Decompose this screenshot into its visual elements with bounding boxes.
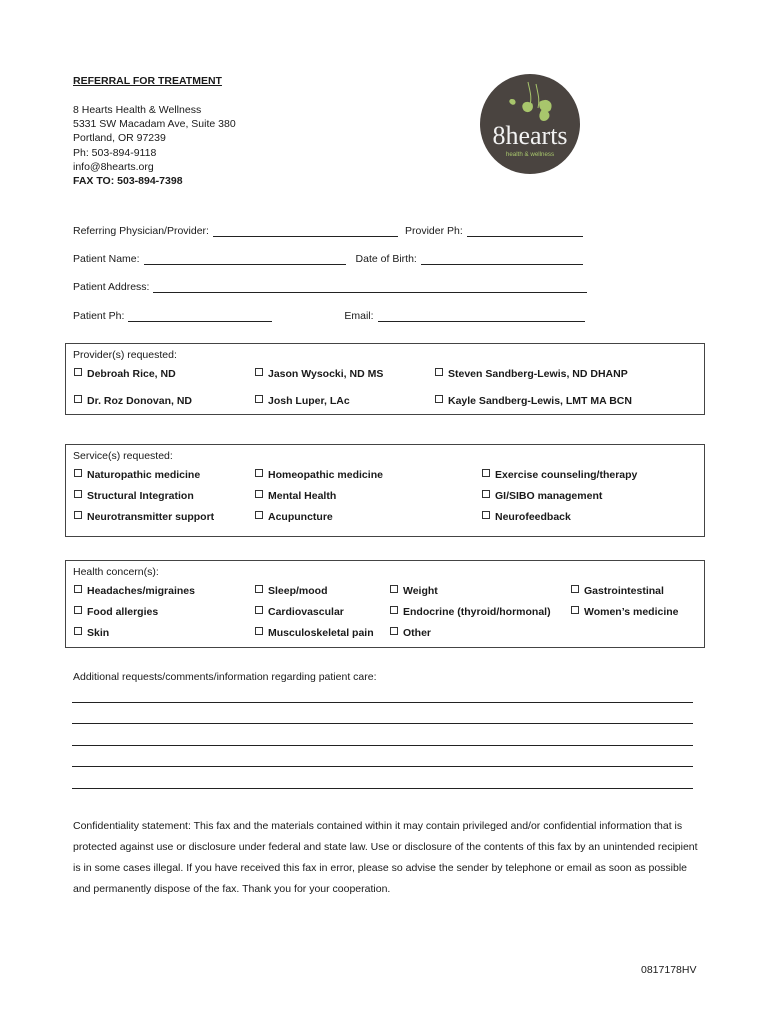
checkbox-icon[interactable] bbox=[74, 469, 82, 477]
provider-label: Josh Luper, LAc bbox=[268, 395, 350, 407]
concern-label: Gastrointestinal bbox=[584, 585, 664, 597]
concern-label: Sleep/mood bbox=[268, 585, 328, 597]
concern-label: Weight bbox=[403, 585, 438, 597]
checkbox-icon[interactable] bbox=[571, 585, 579, 593]
service-label: Exercise counseling/therapy bbox=[495, 469, 638, 481]
concern-option[interactable] bbox=[255, 585, 328, 597]
service-label: Acupuncture bbox=[268, 511, 333, 523]
service-option[interactable] bbox=[255, 469, 383, 481]
service-option[interactable] bbox=[74, 490, 194, 502]
logo-wordmark: 8hearts bbox=[492, 121, 568, 150]
provider-option[interactable] bbox=[74, 368, 176, 380]
checkbox-icon[interactable] bbox=[390, 585, 398, 593]
service-option[interactable] bbox=[482, 469, 637, 481]
services-section bbox=[65, 444, 705, 537]
logo-tagline: health & wellness bbox=[505, 151, 555, 158]
checkbox-icon[interactable] bbox=[74, 395, 82, 403]
confidentiality-statement: Confidentiality statement: This fax and the materials contained within it may contain privileged and/or confidential information that is protected against use or disclosure under federal and state law. Use or disclosure of the contents of this fax by an unintended recipient is in some cases illegal. If you have received this fax in error, please so advise the sender by telephone or email as soon as possible and permanently dispose of the fax. Thank you for your cooperation. bbox=[73, 820, 698, 895]
patient-name-field[interactable] bbox=[144, 253, 346, 265]
service-label: Neurotransmitter support bbox=[87, 511, 215, 523]
clinic-street: 5331 SW Macadam Ave, Suite 380 bbox=[73, 118, 236, 131]
concern-label: Skin bbox=[87, 627, 110, 639]
service-label: Structural Integration bbox=[87, 490, 194, 502]
checkbox-icon[interactable] bbox=[255, 368, 263, 376]
provider-label: Dr. Roz Donovan, ND bbox=[87, 395, 193, 407]
checkbox-icon[interactable] bbox=[571, 606, 579, 614]
checkbox-icon[interactable] bbox=[390, 606, 398, 614]
checkbox-icon[interactable] bbox=[74, 585, 82, 593]
checkbox-icon[interactable] bbox=[74, 606, 82, 614]
concern-label: Women’s medicine bbox=[584, 606, 679, 618]
provider-label: Jason Wysocki, ND MS bbox=[268, 368, 384, 380]
checkbox-icon[interactable] bbox=[435, 395, 443, 403]
clinic-address bbox=[73, 103, 236, 188]
concern-option[interactable] bbox=[571, 585, 664, 597]
clinic-name: 8 Hearts Health & Wellness bbox=[73, 104, 202, 116]
clinic-fax: FAX TO: 503-894-7398 bbox=[73, 175, 183, 188]
checkbox-icon[interactable] bbox=[255, 511, 263, 519]
referring-physician-field[interactable] bbox=[213, 225, 398, 237]
service-option[interactable] bbox=[482, 511, 571, 523]
comment-line[interactable] bbox=[72, 745, 693, 746]
referring-physician-row bbox=[73, 225, 583, 237]
comment-line[interactable] bbox=[72, 723, 693, 724]
checkbox-icon[interactable] bbox=[74, 627, 82, 635]
concerns-section bbox=[65, 560, 705, 648]
concern-option[interactable] bbox=[390, 585, 438, 597]
checkbox-icon[interactable] bbox=[390, 627, 398, 635]
service-label: Mental Health bbox=[268, 490, 337, 502]
concern-label: Musculoskeletal pain bbox=[268, 627, 374, 639]
service-label: Neurofeedback bbox=[495, 511, 571, 523]
logo bbox=[480, 74, 580, 174]
provider-label: Debroah Rice, ND bbox=[87, 368, 176, 380]
concern-option[interactable] bbox=[255, 627, 374, 639]
dob-label: Date of Birth: bbox=[355, 253, 417, 265]
concern-label: Cardiovascular bbox=[268, 606, 344, 618]
comment-line[interactable] bbox=[72, 788, 693, 789]
dob-field[interactable] bbox=[421, 253, 583, 265]
concern-option[interactable] bbox=[74, 585, 195, 597]
checkbox-icon[interactable] bbox=[74, 511, 82, 519]
concern-option[interactable] bbox=[571, 606, 679, 618]
service-option[interactable] bbox=[255, 490, 336, 502]
services-heading: Service(s) requested: bbox=[73, 450, 173, 462]
clinic-phone: Ph: 503-894-9118 bbox=[73, 146, 157, 159]
concerns-heading: Health concern(s): bbox=[73, 566, 159, 578]
patient-ph-label: Patient Ph: bbox=[73, 310, 125, 322]
patient-name-label: Patient Name: bbox=[73, 253, 140, 265]
checkbox-icon[interactable] bbox=[255, 469, 263, 477]
additional-requests-label: Additional requests/comments/information regarding patient care: bbox=[73, 671, 377, 683]
service-label: Homeopathic medicine bbox=[268, 469, 383, 481]
providers-heading: Provider(s) requested: bbox=[73, 349, 177, 361]
patient-address-label: Patient Address: bbox=[73, 281, 150, 293]
provider-label: Kayle Sandberg-Lewis, LMT MA BCN bbox=[448, 395, 632, 407]
concern-label: Headaches/migraines bbox=[87, 585, 195, 597]
provider-ph-label: Provider Ph: bbox=[404, 225, 463, 237]
checkbox-icon[interactable] bbox=[435, 368, 443, 376]
patient-address-field[interactable] bbox=[153, 281, 587, 293]
provider-option[interactable] bbox=[435, 395, 632, 407]
concern-option[interactable] bbox=[74, 606, 158, 618]
comment-line[interactable] bbox=[72, 766, 693, 767]
checkbox-icon[interactable] bbox=[255, 395, 263, 403]
checkbox-icon[interactable] bbox=[482, 490, 490, 498]
service-option[interactable] bbox=[482, 490, 602, 502]
concern-label: Other bbox=[403, 627, 432, 639]
form-title: REFERRAL FOR TREATMENT bbox=[73, 75, 222, 87]
service-option[interactable] bbox=[74, 511, 214, 523]
checkbox-icon[interactable] bbox=[482, 511, 490, 519]
clinic-city: Portland, OR 97239 bbox=[73, 132, 166, 145]
checkbox-icon[interactable] bbox=[255, 585, 263, 593]
service-option[interactable] bbox=[255, 511, 333, 523]
checkbox-icon[interactable] bbox=[255, 606, 263, 614]
checkbox-icon[interactable] bbox=[74, 368, 82, 376]
checkbox-icon[interactable] bbox=[255, 627, 263, 635]
checkbox-icon[interactable] bbox=[482, 469, 490, 477]
providers-section bbox=[65, 343, 705, 415]
checkbox-icon[interactable] bbox=[255, 490, 263, 498]
provider-ph-field[interactable] bbox=[467, 225, 583, 237]
provider-option[interactable] bbox=[435, 368, 628, 380]
service-label: GI/SIBO management bbox=[495, 490, 603, 502]
provider-option[interactable] bbox=[74, 395, 192, 407]
concern-label: Food allergies bbox=[87, 606, 159, 618]
checkbox-icon[interactable] bbox=[74, 490, 82, 498]
patient-name-row bbox=[73, 253, 583, 265]
email-label: Email: bbox=[344, 310, 374, 322]
patient-address-row bbox=[73, 281, 587, 293]
patient-ph-row bbox=[73, 310, 585, 322]
concern-label: Endocrine (thyroid/hormonal) bbox=[403, 606, 551, 618]
service-option[interactable] bbox=[74, 469, 200, 481]
concern-option[interactable] bbox=[390, 627, 431, 639]
patient-ph-field[interactable] bbox=[128, 310, 272, 322]
comment-line[interactable] bbox=[72, 702, 693, 703]
concern-option[interactable] bbox=[255, 606, 344, 618]
provider-option[interactable] bbox=[255, 368, 383, 380]
email-field[interactable] bbox=[378, 310, 585, 322]
provider-option[interactable] bbox=[255, 395, 350, 407]
concern-option[interactable] bbox=[390, 606, 551, 618]
service-label: Naturopathic medicine bbox=[87, 469, 201, 481]
document-code: 0817178HV bbox=[641, 964, 697, 976]
clinic-email: info@8hearts.org bbox=[73, 160, 154, 173]
provider-label: Steven Sandberg-Lewis, ND DHANP bbox=[448, 368, 628, 380]
concern-option[interactable] bbox=[74, 627, 109, 639]
referring-physician-label: Referring Physician/Provider: bbox=[73, 225, 209, 237]
